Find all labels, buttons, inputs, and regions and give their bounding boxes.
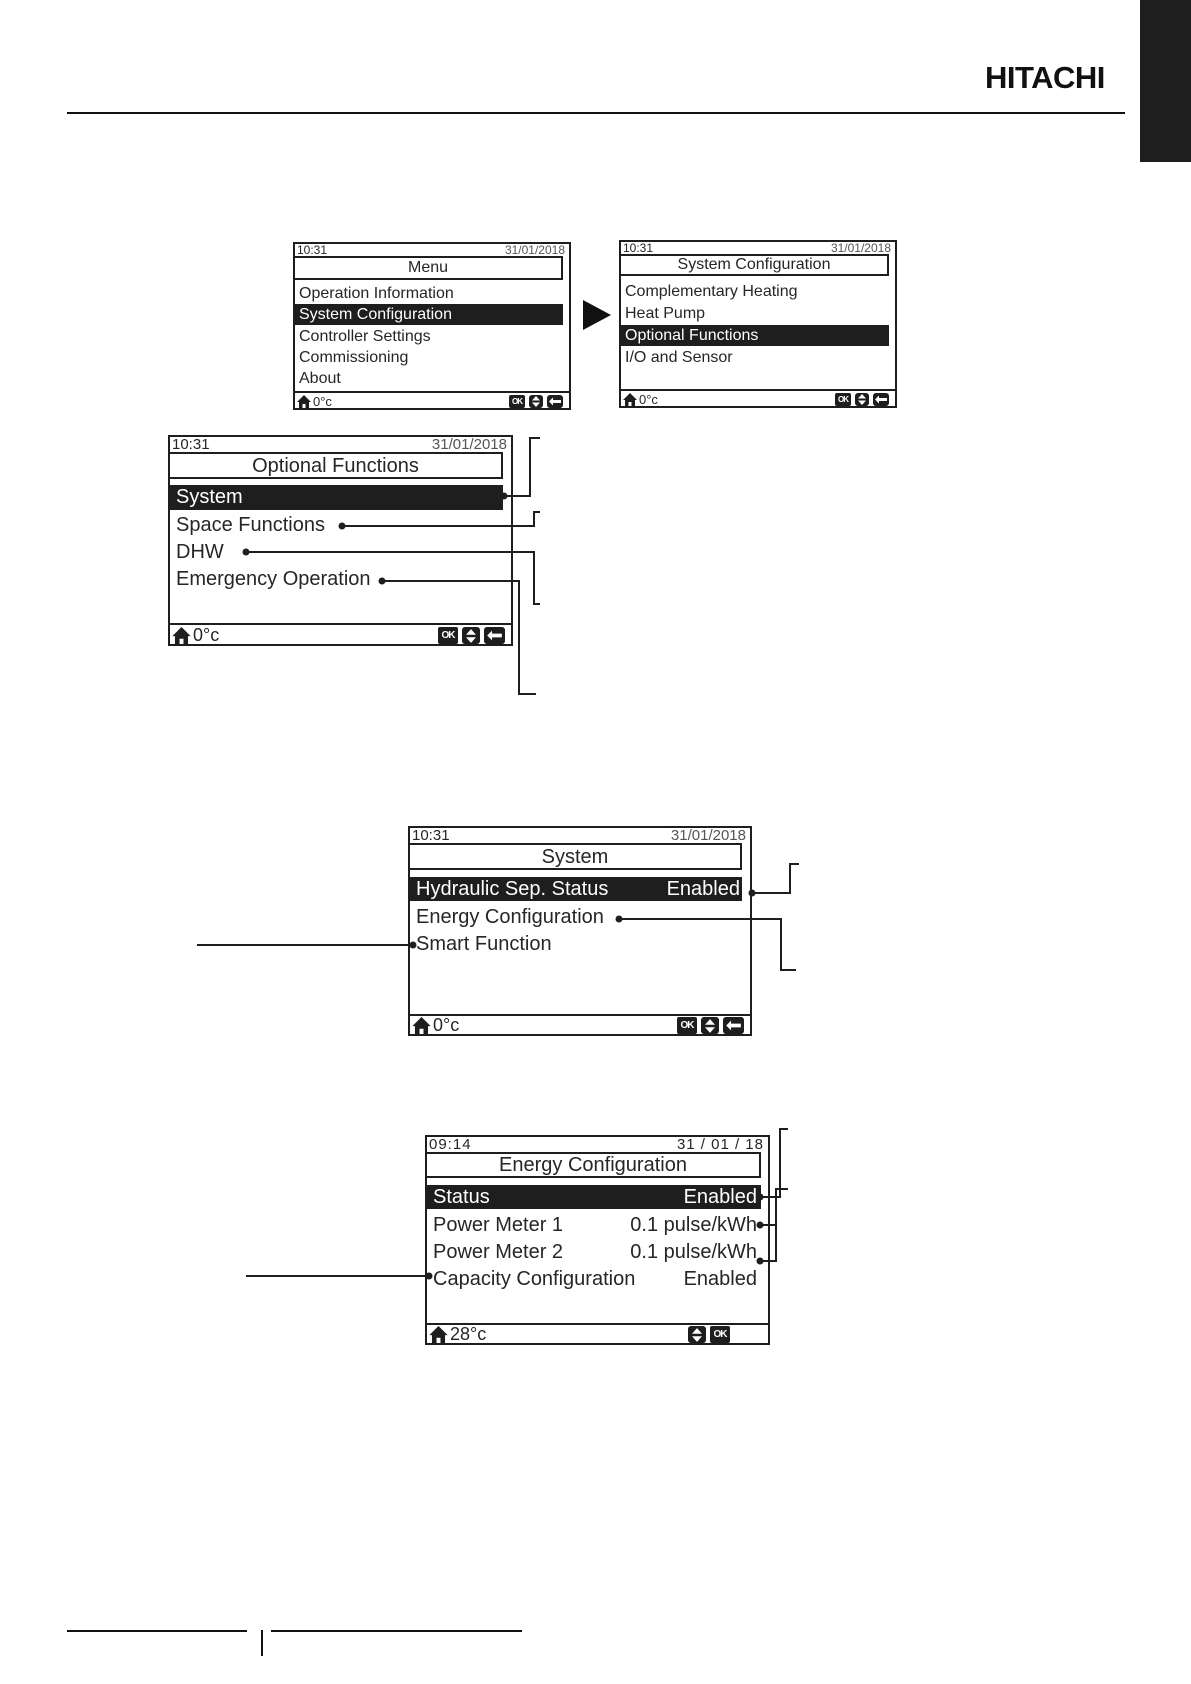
item-label: Hydraulic Sep. Status: [416, 877, 609, 900]
ok-button-icon[interactable]: OK: [438, 627, 458, 644]
item-label: Energy Configuration: [416, 905, 604, 928]
ok-button-icon[interactable]: OK: [710, 1326, 730, 1343]
home-icon: [172, 627, 191, 644]
screen-title: Optional Functions: [170, 452, 503, 479]
screen-title: System Configuration: [621, 254, 889, 276]
item-label: Status: [433, 1185, 490, 1208]
energy-configuration-screen: [425, 1135, 770, 1345]
ok-button-icon[interactable]: OK: [509, 395, 525, 408]
clock-time: 09:14: [429, 1136, 472, 1153]
clock-date: 31/01/2018: [504, 243, 565, 257]
menu-item-status[interactable]: [427, 1185, 761, 1209]
home-icon: [297, 395, 311, 408]
menu-item-system-configuration[interactable]: System Configuration: [295, 304, 563, 325]
clock-time: 10:31: [172, 436, 210, 453]
back-icon[interactable]: [547, 395, 563, 408]
outdoor-temp: 0°c: [313, 394, 332, 409]
menu-item-controller-settings[interactable]: Controller Settings: [299, 327, 431, 345]
up-down-icon[interactable]: [688, 1326, 706, 1343]
edge-tab: [1140, 0, 1191, 162]
menu-item-power-meter-1[interactable]: [433, 1212, 757, 1238]
item-value: 0.1 pulse/kWh: [630, 1213, 757, 1236]
item-label: Power Meter 2: [433, 1240, 564, 1263]
system-screen: [408, 826, 752, 1036]
home-icon: [623, 393, 637, 406]
item-label: Smart Function: [416, 932, 552, 955]
menu-item-power-meter-2[interactable]: [433, 1239, 757, 1265]
menu-item-dhw[interactable]: DHW: [176, 540, 224, 563]
home-icon: [412, 1017, 431, 1034]
menu-item-operation-information[interactable]: Operation Information: [299, 284, 454, 302]
up-down-icon[interactable]: [701, 1017, 719, 1034]
item-label: Capacity Configuration: [433, 1267, 636, 1290]
clock-time: 10:31: [297, 243, 328, 257]
outdoor-temp: 0°c: [433, 1015, 460, 1035]
menu-item-capacity-configuration[interactable]: [433, 1266, 757, 1292]
up-down-icon[interactable]: [462, 627, 480, 644]
arrow-right-icon: [583, 300, 611, 330]
menu-item-system[interactable]: System: [170, 485, 503, 510]
item-value: Enabled: [683, 1267, 757, 1290]
up-down-icon[interactable]: [855, 393, 869, 406]
clock-date: 31/01/2018: [830, 241, 891, 255]
screen-title: Menu: [295, 256, 563, 280]
up-down-icon[interactable]: [529, 395, 543, 408]
ok-button-icon[interactable]: OK: [677, 1017, 697, 1034]
item-label: Power Meter 1: [433, 1213, 564, 1236]
menu-item-hydraulic-sep-status[interactable]: [410, 877, 742, 901]
callout-hydraulic-sep-status: [752, 864, 799, 893]
menu-item-complementary-heating[interactable]: Complementary Heating: [625, 282, 798, 300]
item-value: Enabled: [666, 877, 740, 900]
home-icon: [429, 1326, 448, 1343]
screen-title: Energy Configuration: [427, 1152, 761, 1178]
menu-item-space-functions[interactable]: Space Functions: [176, 513, 325, 536]
clock-date: 31 / 01 / 18: [676, 1136, 764, 1153]
back-icon[interactable]: [723, 1017, 744, 1034]
menu-item-heat-pump[interactable]: Heat Pump: [625, 304, 706, 322]
optional-functions-screen: [168, 435, 513, 646]
menu-item-emergency-operation[interactable]: Emergency Operation: [176, 567, 371, 590]
outdoor-temp: 28°c: [450, 1324, 487, 1344]
outdoor-temp: 0°c: [639, 392, 658, 407]
menu-item-io-and-sensor[interactable]: I/O and Sensor: [625, 348, 733, 366]
clock-time: 10:31: [623, 241, 654, 255]
system-configuration-screen: [619, 240, 897, 408]
screen-title: System: [410, 843, 742, 870]
menu-item-commissioning[interactable]: Commissioning: [299, 348, 409, 366]
clock-date: 31/01/2018: [431, 436, 507, 453]
menu-item-smart-function[interactable]: [416, 931, 552, 957]
header-rule: [67, 112, 1125, 114]
footer-rule: [67, 1630, 247, 1632]
menu-screen: [293, 242, 571, 410]
menu-item-energy-configuration[interactable]: [416, 904, 604, 930]
clock-date: 31/01/2018: [670, 827, 746, 844]
menu-item-optional-functions[interactable]: Optional Functions: [621, 325, 889, 346]
footer-divider: [261, 1630, 263, 1656]
item-value: Enabled: [683, 1185, 757, 1208]
back-icon[interactable]: [484, 627, 505, 644]
item-value: 0.1 pulse/kWh: [630, 1240, 757, 1263]
brand-logo: HITACHI: [985, 60, 1105, 95]
footer-rule: [271, 1630, 522, 1632]
clock-time: 10:31: [412, 827, 450, 844]
ok-button-icon[interactable]: OK: [835, 393, 851, 406]
outdoor-temp: 0°c: [193, 625, 220, 645]
back-icon[interactable]: [873, 393, 889, 406]
menu-item-about[interactable]: About: [299, 369, 341, 387]
